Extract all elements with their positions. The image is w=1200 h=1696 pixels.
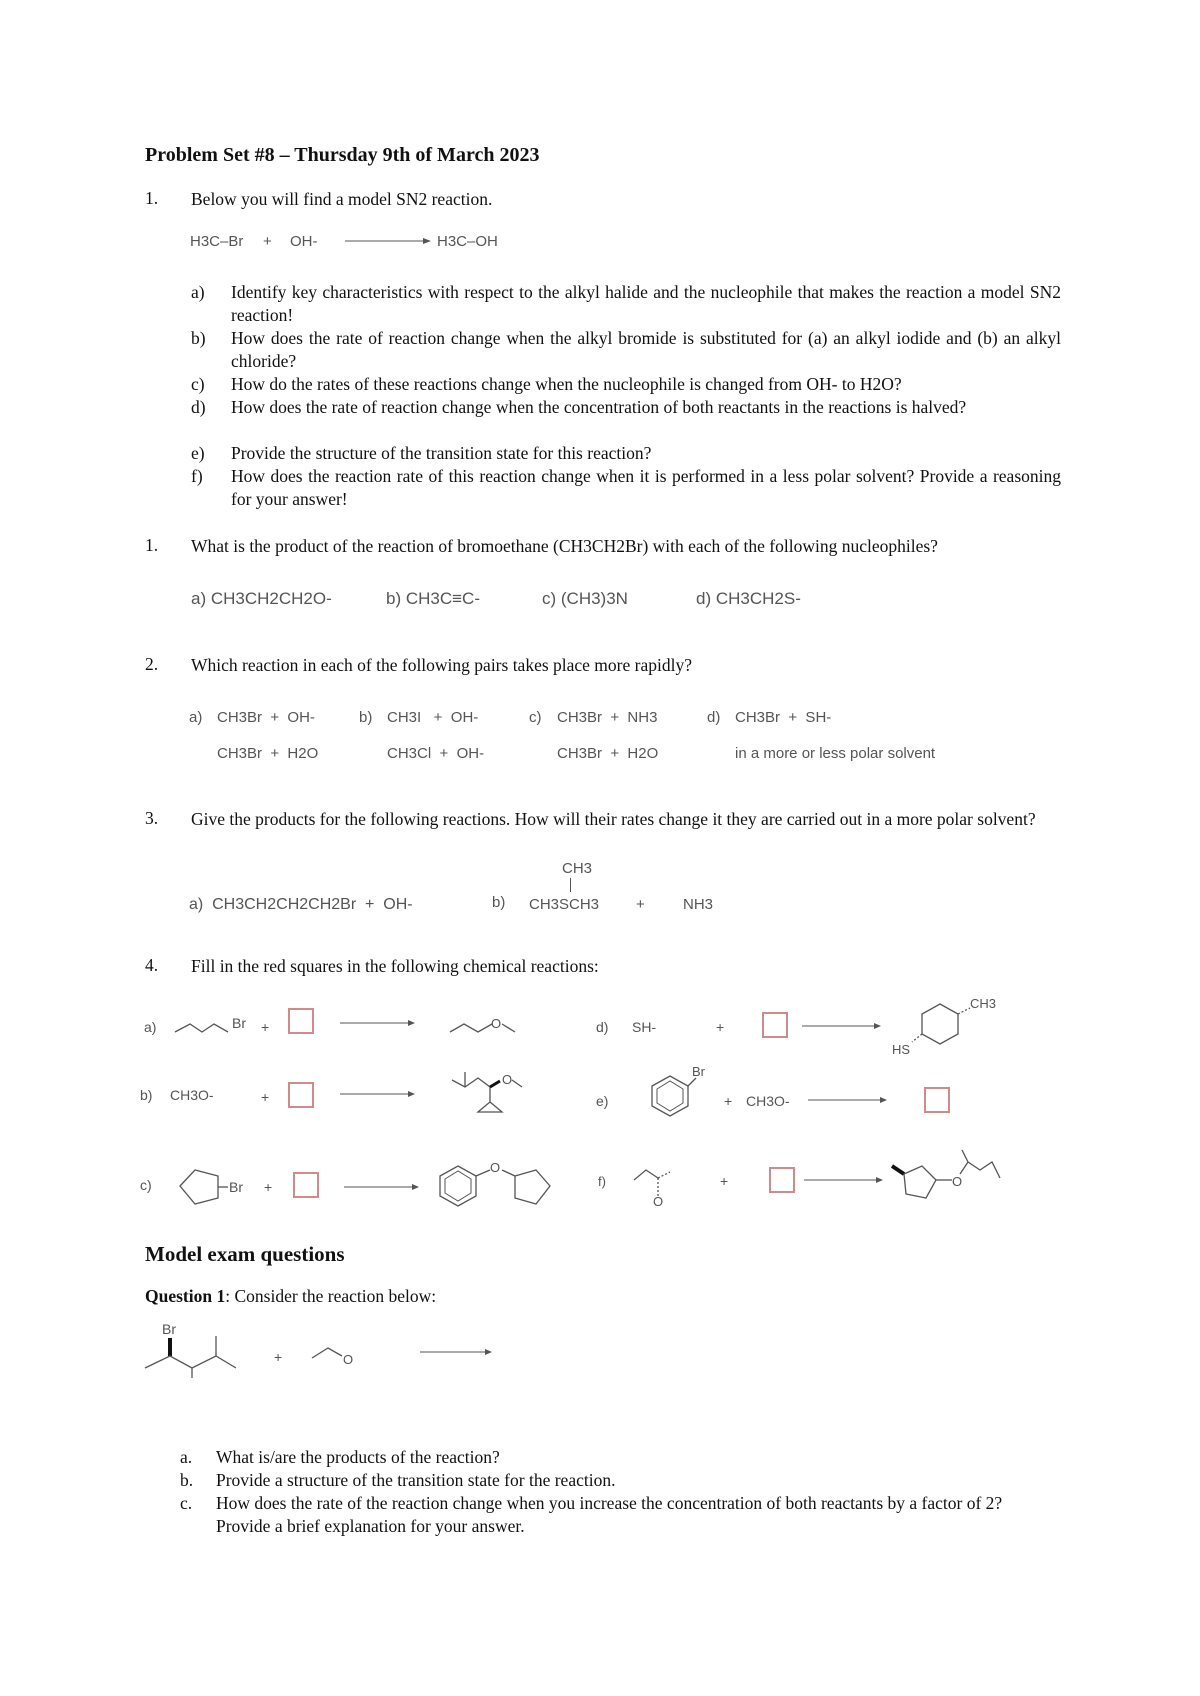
oxygen-label: O (491, 1016, 502, 1031)
oxygen-label: O (952, 1174, 963, 1189)
question-text: Fill in the red squares in the following chemical reactions: (191, 956, 599, 976)
reactant-label: H3C–Br (190, 233, 244, 250)
pair-label: d) (707, 709, 721, 726)
arrow-head (876, 1177, 883, 1183)
exam-subitems (180, 1446, 1050, 1538)
pair-top: CH3Br + NH3 (557, 709, 658, 726)
item-text: What is/are the products of the reaction? (216, 1447, 500, 1467)
reaction-label-b: b) (140, 1087, 153, 1103)
bond-line (962, 1150, 968, 1162)
exam-question-line (145, 1286, 436, 1307)
question-number: 4. (145, 955, 159, 975)
question-number: 1. (145, 188, 159, 208)
plus-sign: + (716, 1019, 725, 1035)
item-label: b. (180, 1470, 194, 1490)
bond-line (570, 878, 571, 892)
pair-bottom: CH3Br + H2O (217, 745, 319, 762)
methyl-label: CH3 (562, 860, 593, 877)
plus-sign: + (261, 1019, 270, 1035)
item-text: How does the rate of reaction change when the concentration of both reactants in the reactions is halved? (231, 397, 967, 417)
reaction-a: a) CH3CH2CH2CH2Br + OH- (189, 896, 413, 913)
sulfonium-label: CH3SCH3 (529, 896, 600, 913)
item-label: b) (191, 328, 206, 348)
dashed-bond (958, 1008, 970, 1014)
bromine-label: Br (232, 1015, 246, 1031)
question-number: 2. (145, 654, 159, 674)
question-text: What is the product of the reaction of bromoethane (CH3CH2Br) with each of the following nucleophiles? (191, 536, 938, 556)
cyclopentane-ring (515, 1170, 550, 1204)
reaction-label-e: e) (596, 1093, 609, 1109)
reagent-label: SH- (632, 1019, 657, 1035)
reaction-label-c: c) (140, 1177, 152, 1193)
answer-box-f[interactable] (769, 1167, 795, 1193)
nucleophile-b: b) CH3C≡C- (386, 589, 480, 608)
ether-chain (450, 1024, 492, 1032)
reaction-label-a: a) (144, 1019, 157, 1035)
oxygen-label: O (653, 1194, 664, 1209)
thiol-label: HS (892, 1042, 911, 1057)
list-item (180, 1446, 1050, 1469)
item-label: d) (191, 397, 206, 417)
pair-label: b) (359, 709, 373, 726)
answer-box-d[interactable] (762, 1012, 788, 1038)
reaction-b-label: b) (492, 894, 506, 911)
question-text: Which reaction in each of the following pairs takes place more rapidly? (191, 655, 692, 675)
cyclopentane-ring (904, 1166, 936, 1198)
oxygen-label: O (490, 1160, 501, 1175)
ether-chain (502, 1024, 515, 1032)
reaction-label-f: f) (598, 1174, 606, 1189)
bond-line (476, 1170, 490, 1176)
reagent-label: CH3O- (746, 1093, 790, 1109)
nucleophile-a: a) CH3CH2CH2O- (191, 589, 332, 608)
oxygen-label: O (502, 1072, 513, 1087)
question-number: 3. (145, 808, 159, 828)
pair-top: CH3Br + SH- (735, 709, 832, 726)
item-text: Provide a structure of the transition state for the reaction. (216, 1470, 616, 1490)
plus-sign: + (264, 1179, 273, 1195)
list-item (180, 1469, 1050, 1492)
bromine-label: Br (692, 1064, 705, 1079)
answer-box-e[interactable] (924, 1087, 950, 1113)
reaction-label-d: d) (596, 1019, 609, 1035)
item-label: a) (191, 282, 205, 302)
bond-line (688, 1078, 696, 1086)
pair-top: CH3I + OH- (387, 709, 479, 726)
reaction-pairs (189, 709, 989, 769)
nucleophile-d: d) CH3CH2S- (696, 589, 801, 608)
arrow-head (485, 1349, 492, 1355)
benzene-inner (657, 1081, 683, 1111)
oxygen-label: O (343, 1352, 354, 1367)
page-title: Problem Set #8 – Thursday 9th of March 2023 (145, 144, 540, 166)
cyclohexane-ring (922, 1004, 958, 1044)
item-label: a. (180, 1447, 193, 1467)
pair-bottom: CH3Cl + OH- (387, 745, 485, 762)
alkoxide-chain (312, 1348, 342, 1358)
exam-question-text: : Consider the reaction below: (225, 1286, 437, 1306)
item-text: How does the reaction rate of this reaction change when it is performed in a less polar solvent? Provide a reasoning for your answer! (231, 466, 1061, 509)
plus-sign: + (720, 1173, 729, 1189)
bromine-label: Br (162, 1321, 176, 1337)
plus-sign: + (636, 896, 645, 913)
item-text: How does the rate of the reaction change when you increase the concentration of both reactants by a factor of 2? Provide a brief explanation for your answer. (216, 1493, 1003, 1536)
plus-sign: + (274, 1349, 283, 1365)
item-text: Identify key characteristics with respect to the alkyl halide and the nucleophile that makes the reaction a model SN2 reaction! (231, 282, 1061, 325)
reagent-label: CH3O- (170, 1087, 214, 1103)
alkyl-chain (634, 1170, 658, 1180)
dashed-bond (912, 1034, 922, 1042)
alkyl-chain (175, 1024, 228, 1032)
arrow-head (423, 238, 431, 244)
pair-label: a) (189, 709, 203, 726)
item-text: How do the rates of these reactions change when the nucleophile is changed from OH- to H2O? (231, 374, 902, 394)
answer-box-c[interactable] (293, 1172, 319, 1198)
pair-bottom: CH3Br + H2O (557, 745, 659, 762)
item-text: Provide the structure of the transition state for this reaction? (231, 443, 652, 463)
exam-question-label: Question 1 (145, 1286, 226, 1306)
bond-line (512, 1080, 522, 1087)
answer-box-a[interactable] (288, 1008, 314, 1034)
alkyl-chain (960, 1162, 1000, 1178)
question-text: Give the products for the following reactions. How will their rates change it they are carried out in a more polar solvent? (191, 809, 1036, 829)
pair-bottom: in a more or less polar solvent (735, 745, 936, 762)
question-text: Below you will find a model SN2 reaction. (191, 189, 493, 209)
product-label: H3C–OH (437, 233, 498, 250)
item-label: e) (191, 443, 205, 463)
plus-sign: + (261, 1089, 270, 1105)
arrow-head (874, 1023, 881, 1029)
benzene-inner (445, 1171, 471, 1201)
wedge-bond (490, 1081, 500, 1087)
item-label: c. (180, 1493, 193, 1513)
item-text: How does the rate of reaction change when the alkyl bromide is substituted for (a) an alkyl iodide and (b) an alkyl chloride? (231, 328, 1061, 371)
wedge-bond (892, 1166, 904, 1174)
methyl-label: CH3 (970, 996, 997, 1011)
plus-sign: + (263, 233, 272, 250)
section-heading: Model exam questions (145, 1242, 345, 1266)
item-label: f) (191, 466, 203, 486)
answer-box-b[interactable] (288, 1082, 314, 1108)
dashed-bond (658, 1172, 670, 1178)
reagent-label: OH- (290, 233, 318, 250)
ammonia-label: NH3 (683, 896, 714, 913)
sn2-reaction-scheme (185, 228, 525, 256)
reaction-set (189, 856, 749, 916)
list-item (180, 1492, 1050, 1538)
arrow-head (412, 1184, 419, 1190)
nucleophile-c: c) (CH3)3N (542, 589, 628, 608)
alkyl-skeleton (145, 1356, 236, 1368)
item-label: c) (191, 374, 205, 394)
bond-line (502, 1170, 515, 1176)
cyclopentane-ring (180, 1170, 218, 1204)
arrow-head (408, 1020, 415, 1026)
arrow-head (880, 1097, 887, 1103)
plus-sign: + (724, 1093, 733, 1109)
pair-label: c) (529, 709, 542, 726)
bromine-label: Br (229, 1179, 243, 1195)
pair-top: CH3Br + OH- (217, 709, 315, 726)
exam-reaction-scheme (140, 1318, 540, 1378)
arrow-head (408, 1091, 415, 1097)
question-number: 1. (145, 535, 159, 555)
